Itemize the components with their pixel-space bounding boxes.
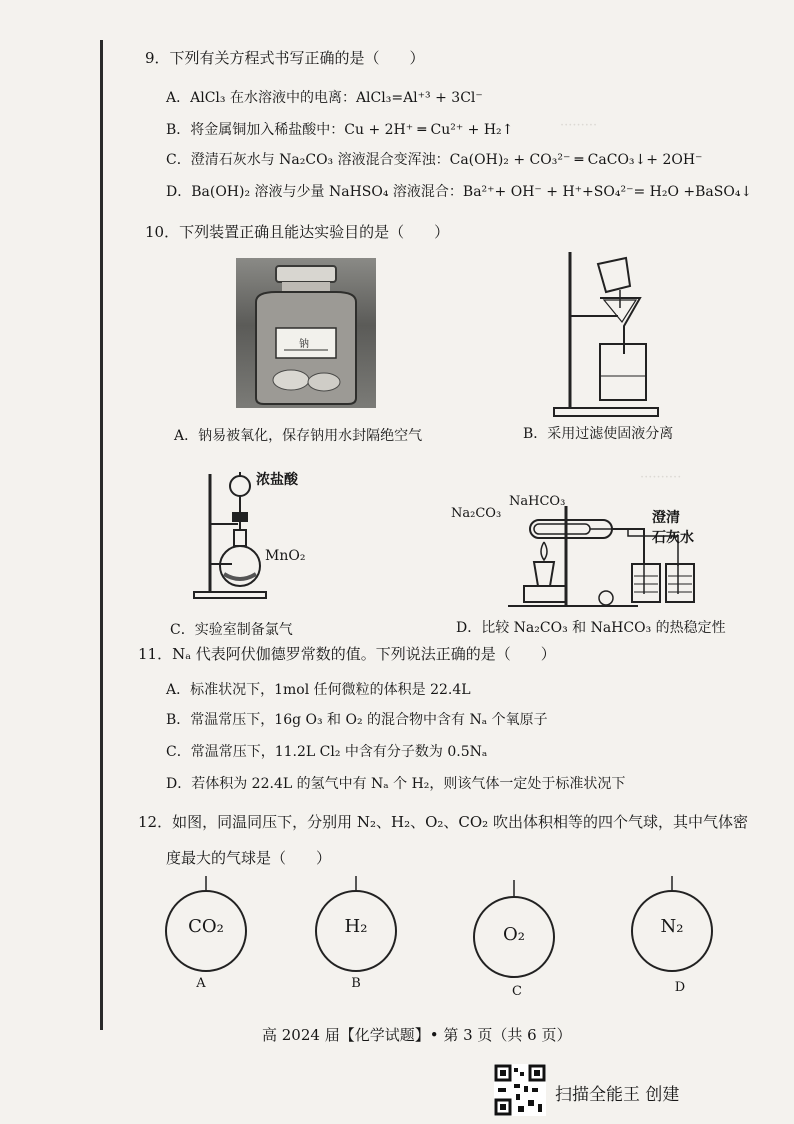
q12-stem-line1: 12．如图，同温同压下，分别用 N₂、H₂、O₂、CO₂ 吹出体积相等的四个气球，其中气体密 (138, 813, 748, 831)
balloon-b-letter: B (351, 976, 361, 991)
thermal-stability-apparatus (488, 502, 738, 612)
filtration-apparatus (548, 250, 678, 420)
balloon-c-gas: O₂ (503, 924, 525, 945)
q9-option-a: A．AlCl₃ 在水溶液中的电离：AlCl₃=Al⁺³ + 3Cl⁻ (166, 90, 483, 106)
bleed-through-1: ········· (560, 118, 598, 133)
q11-option-b: B．常温常压下，16g O₃ 和 O₂ 的混合物中含有 Nₐ 个氧原子 (166, 712, 548, 728)
label-limewater-line1: 澄清 (652, 510, 680, 526)
bleed-through-2: ·········· (640, 470, 682, 485)
q9-stem: 9．下列有关方程式书写正确的是（ ） (145, 49, 425, 67)
balloon-d-gas: N₂ (660, 916, 684, 937)
page-footer: 高 2024 届【化学试题】• 第 3 页（共 6 页） (262, 1026, 572, 1044)
balloon-d-letter: D (674, 980, 686, 995)
label-concentrated-hcl: 浓盐酸 (256, 472, 298, 488)
scanner-watermark: 扫描全能王 创建 (555, 1085, 680, 1105)
balloon-c (472, 880, 556, 1004)
q10-option-b: B．采用过滤使固液分离 (523, 426, 674, 442)
label-na2co3: Na₂CO₃ (451, 506, 502, 521)
label-mno2: MnO₂ (265, 548, 306, 564)
sodium-bottle-drawing (236, 258, 376, 408)
q10-option-c: C．实验室制备氯气 (170, 622, 293, 638)
balloon-c-letter: C (512, 984, 522, 999)
balloon-b-gas: H₂ (344, 916, 368, 937)
label-nahco3: NaHCO₃ (509, 494, 566, 509)
balloon-a (164, 876, 248, 996)
binding-margin-line (100, 40, 103, 1030)
sodium-bottle-photo (236, 258, 376, 408)
q11-stem: 11．Nₐ 代表阿伏伽德罗常数的值。下列说法正确的是（ ） (138, 645, 556, 663)
q10-option-a: A．钠易被氧化，保存钠用水封隔绝空气 (174, 428, 423, 444)
bottle-label-text: 钠 (299, 339, 309, 350)
qr-code-icon (494, 1064, 546, 1116)
label-limewater-line2: 石灰水 (652, 530, 694, 546)
balloon-a-gas: CO₂ (188, 916, 224, 937)
q9-option-d: D．Ba(OH)₂ 溶液与少量 NaHSO₄ 溶液混合：Ba²⁺+ OH⁻ + H⁺+SO₄²⁻= H₂O +BaSO₄↓ (166, 184, 753, 200)
q10-stem: 10．下列装置正确且能达实验目的是（ ） (145, 223, 450, 241)
q9-option-b: B．将金属铜加入稀盐酸中：Cu + 2H⁺ ═ Cu²⁺ + H₂↑ (166, 122, 514, 138)
q11-option-d: D．若体积为 22.4L 的氢气中有 Nₐ 个 H₂，则该气体一定处于标准状况下 (166, 776, 626, 792)
q11-option-c: C．常温常压下，11.2L Cl₂ 中含有分子数为 0.5Nₐ (166, 744, 488, 760)
balloon-d (630, 876, 714, 1000)
balloon-b (314, 876, 398, 996)
q12-stem-line2: 度最大的气球是（ ） (166, 849, 332, 867)
q10-option-d: D．比较 Na₂CO₃ 和 NaHCO₃ 的热稳定性 (456, 620, 726, 636)
q9-option-c: C．澄清石灰水与 Na₂CO₃ 溶液混合变浑浊：Ca(OH)₂ + CO₃²⁻ ═ CaCO₃↓+ 2OH⁻ (166, 152, 703, 168)
q11-option-a: A．标准状况下，1mol 任何微粒的体积是 22.4L (166, 682, 471, 698)
balloon-a-letter: A (196, 976, 206, 991)
